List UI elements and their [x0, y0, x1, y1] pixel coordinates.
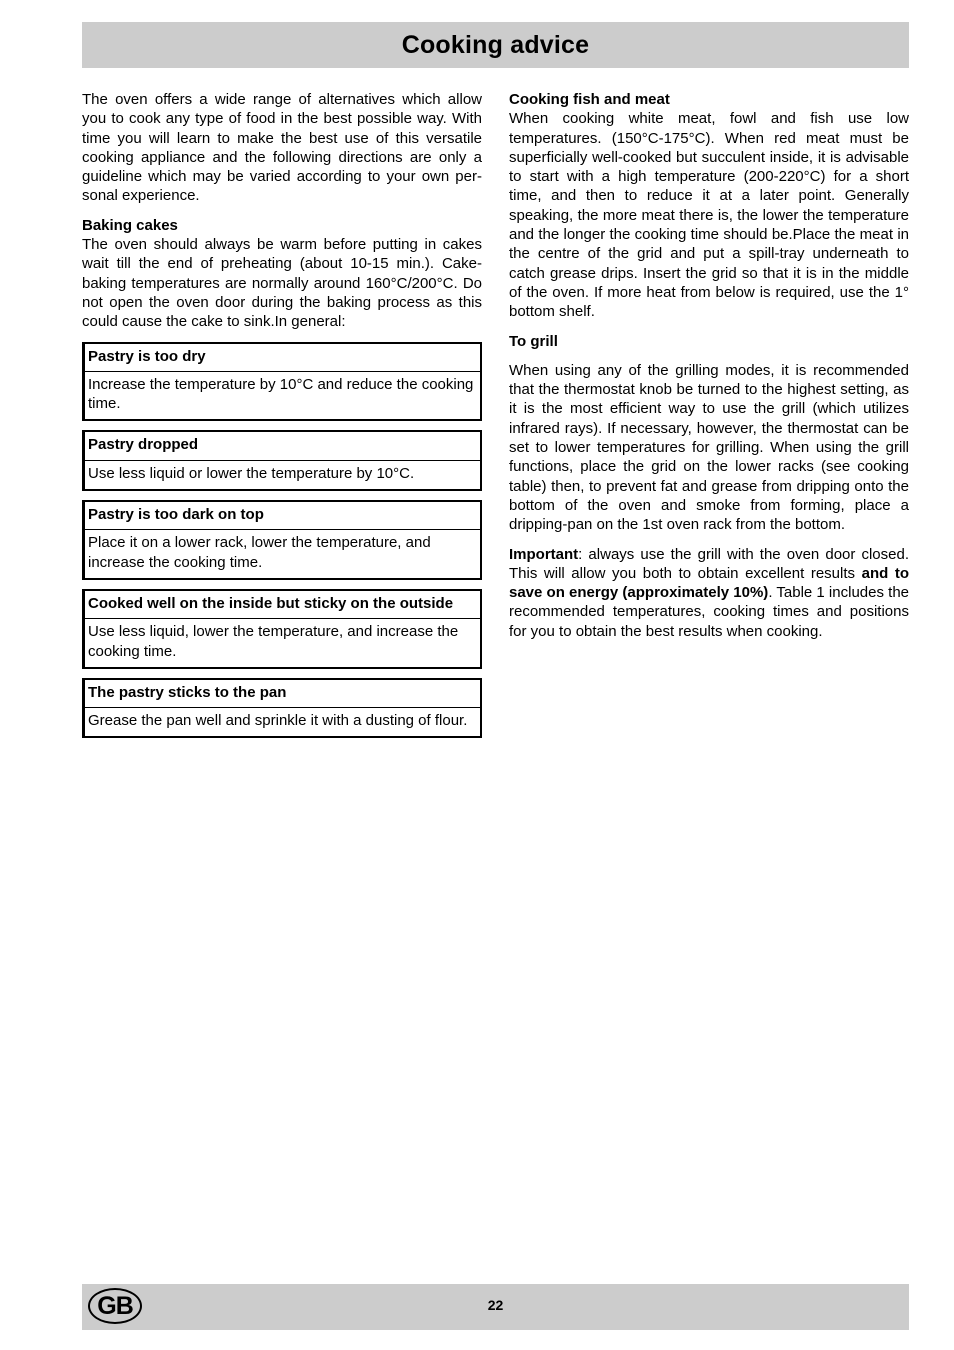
page-footer	[82, 1284, 909, 1330]
page-header	[82, 22, 909, 68]
fish-meat-paragraph: When cooking white meat, fowl and fish use low temperatures. (150°C-175°C). When red meat must be superficially well-cooked but succulent inside, it is advisable to start with a high temperature (200-220°C) for a short time, and then to reduce it at a later point. Generally speaking, the more meat there is, the lower the temperature and the longer the cooking time should be.Place the meat in the centre of the grid and put a spill-tray underneath to catch grease drips. Insert the grid so that it is in the middle of the oven. If more heat from below is required, use the 1° bottom shelf.	[509, 110, 909, 321]
baking-heading: Baking cakes	[82, 216, 178, 234]
important-emphasis: and to save on energy (approximately 10%)	[509, 564, 910, 602]
important-label: Important	[509, 545, 579, 563]
important-text-2: . Table 1 includes the recommended temperatures, cooking times and positions for you to obtain the best results when cooking.	[509, 584, 909, 640]
tip-box	[82, 342, 482, 422]
tip-solution: Use less liquid, lower the temperature, and increase the cooking time.	[88, 623, 459, 660]
important-paragraph	[509, 545, 909, 641]
tip-problem: Pastry dropped	[85, 432, 480, 460]
tip-solution: Grease the pan well and sprinkle it with a dusting of flour.	[88, 712, 468, 730]
tip-box	[82, 500, 482, 580]
grill-heading: To grill	[509, 332, 558, 350]
intro-paragraph: The oven offers a wide range of alternatives which allow you to cook any type of food in the best possible way. With time you will learn to make the best use of this versatile cooking appliance and the following directions are only a guideline which may be varied according to your own per-sonal experience.	[82, 91, 482, 205]
left-column	[82, 90, 482, 747]
tip-solution: Increase the temperature by 10°C and reduce the cooking time.	[88, 375, 474, 413]
tips-list	[82, 342, 482, 739]
tip-problem: Pastry is too dark on top	[85, 502, 480, 530]
tip-solution: Use less liquid or lower the temperature by 10°C.	[88, 464, 415, 482]
tip-box	[82, 430, 482, 491]
tip-box	[82, 678, 482, 739]
tip-box	[82, 589, 482, 669]
gb-language-logo: GB	[88, 1288, 142, 1324]
grill-paragraph: When using any of the grilling modes, it is recommended that the thermostat knob be turned to the highest setting, as it is the most efficient way to use the grill (which utilizes infrared rays). If necessary, however, the thermostat can be set to lower temperatures for grilling. When using the grill functions, place the grid on the lower racks (see cooking table) then, to prevent fat and grease from dripping onto the bottom of the oven and smoke from forming, place a dripping-pan on the 1st oven rack from the bottom.	[509, 361, 909, 534]
page-number: 22	[487, 1297, 504, 1313]
tip-problem: The pastry sticks to the pan	[85, 680, 480, 708]
page-title: Cooking advice	[401, 30, 590, 59]
baking-paragraph: The oven should always be warm before putting in cakes wait till the end of preheating (about 10-15 min.). Cake-baking temperatures are normally around 160°C/200°C. Do not open the oven door during the baking process as this could cause the cake to sink.In general:	[82, 236, 482, 331]
important-text-1: : always use the grill with the oven door closed. This will allow you both to obtain excellent results	[509, 545, 909, 582]
tip-problem: Cooked well on the inside but sticky on the outside	[85, 591, 480, 619]
right-column	[509, 90, 909, 651]
tip-solution: Place it on a lower rack, lower the temperature, and increase the cooking time.	[88, 534, 431, 571]
tip-problem: Pastry is too dry	[85, 344, 480, 372]
fish-meat-heading: Cooking fish and meat	[509, 91, 670, 108]
